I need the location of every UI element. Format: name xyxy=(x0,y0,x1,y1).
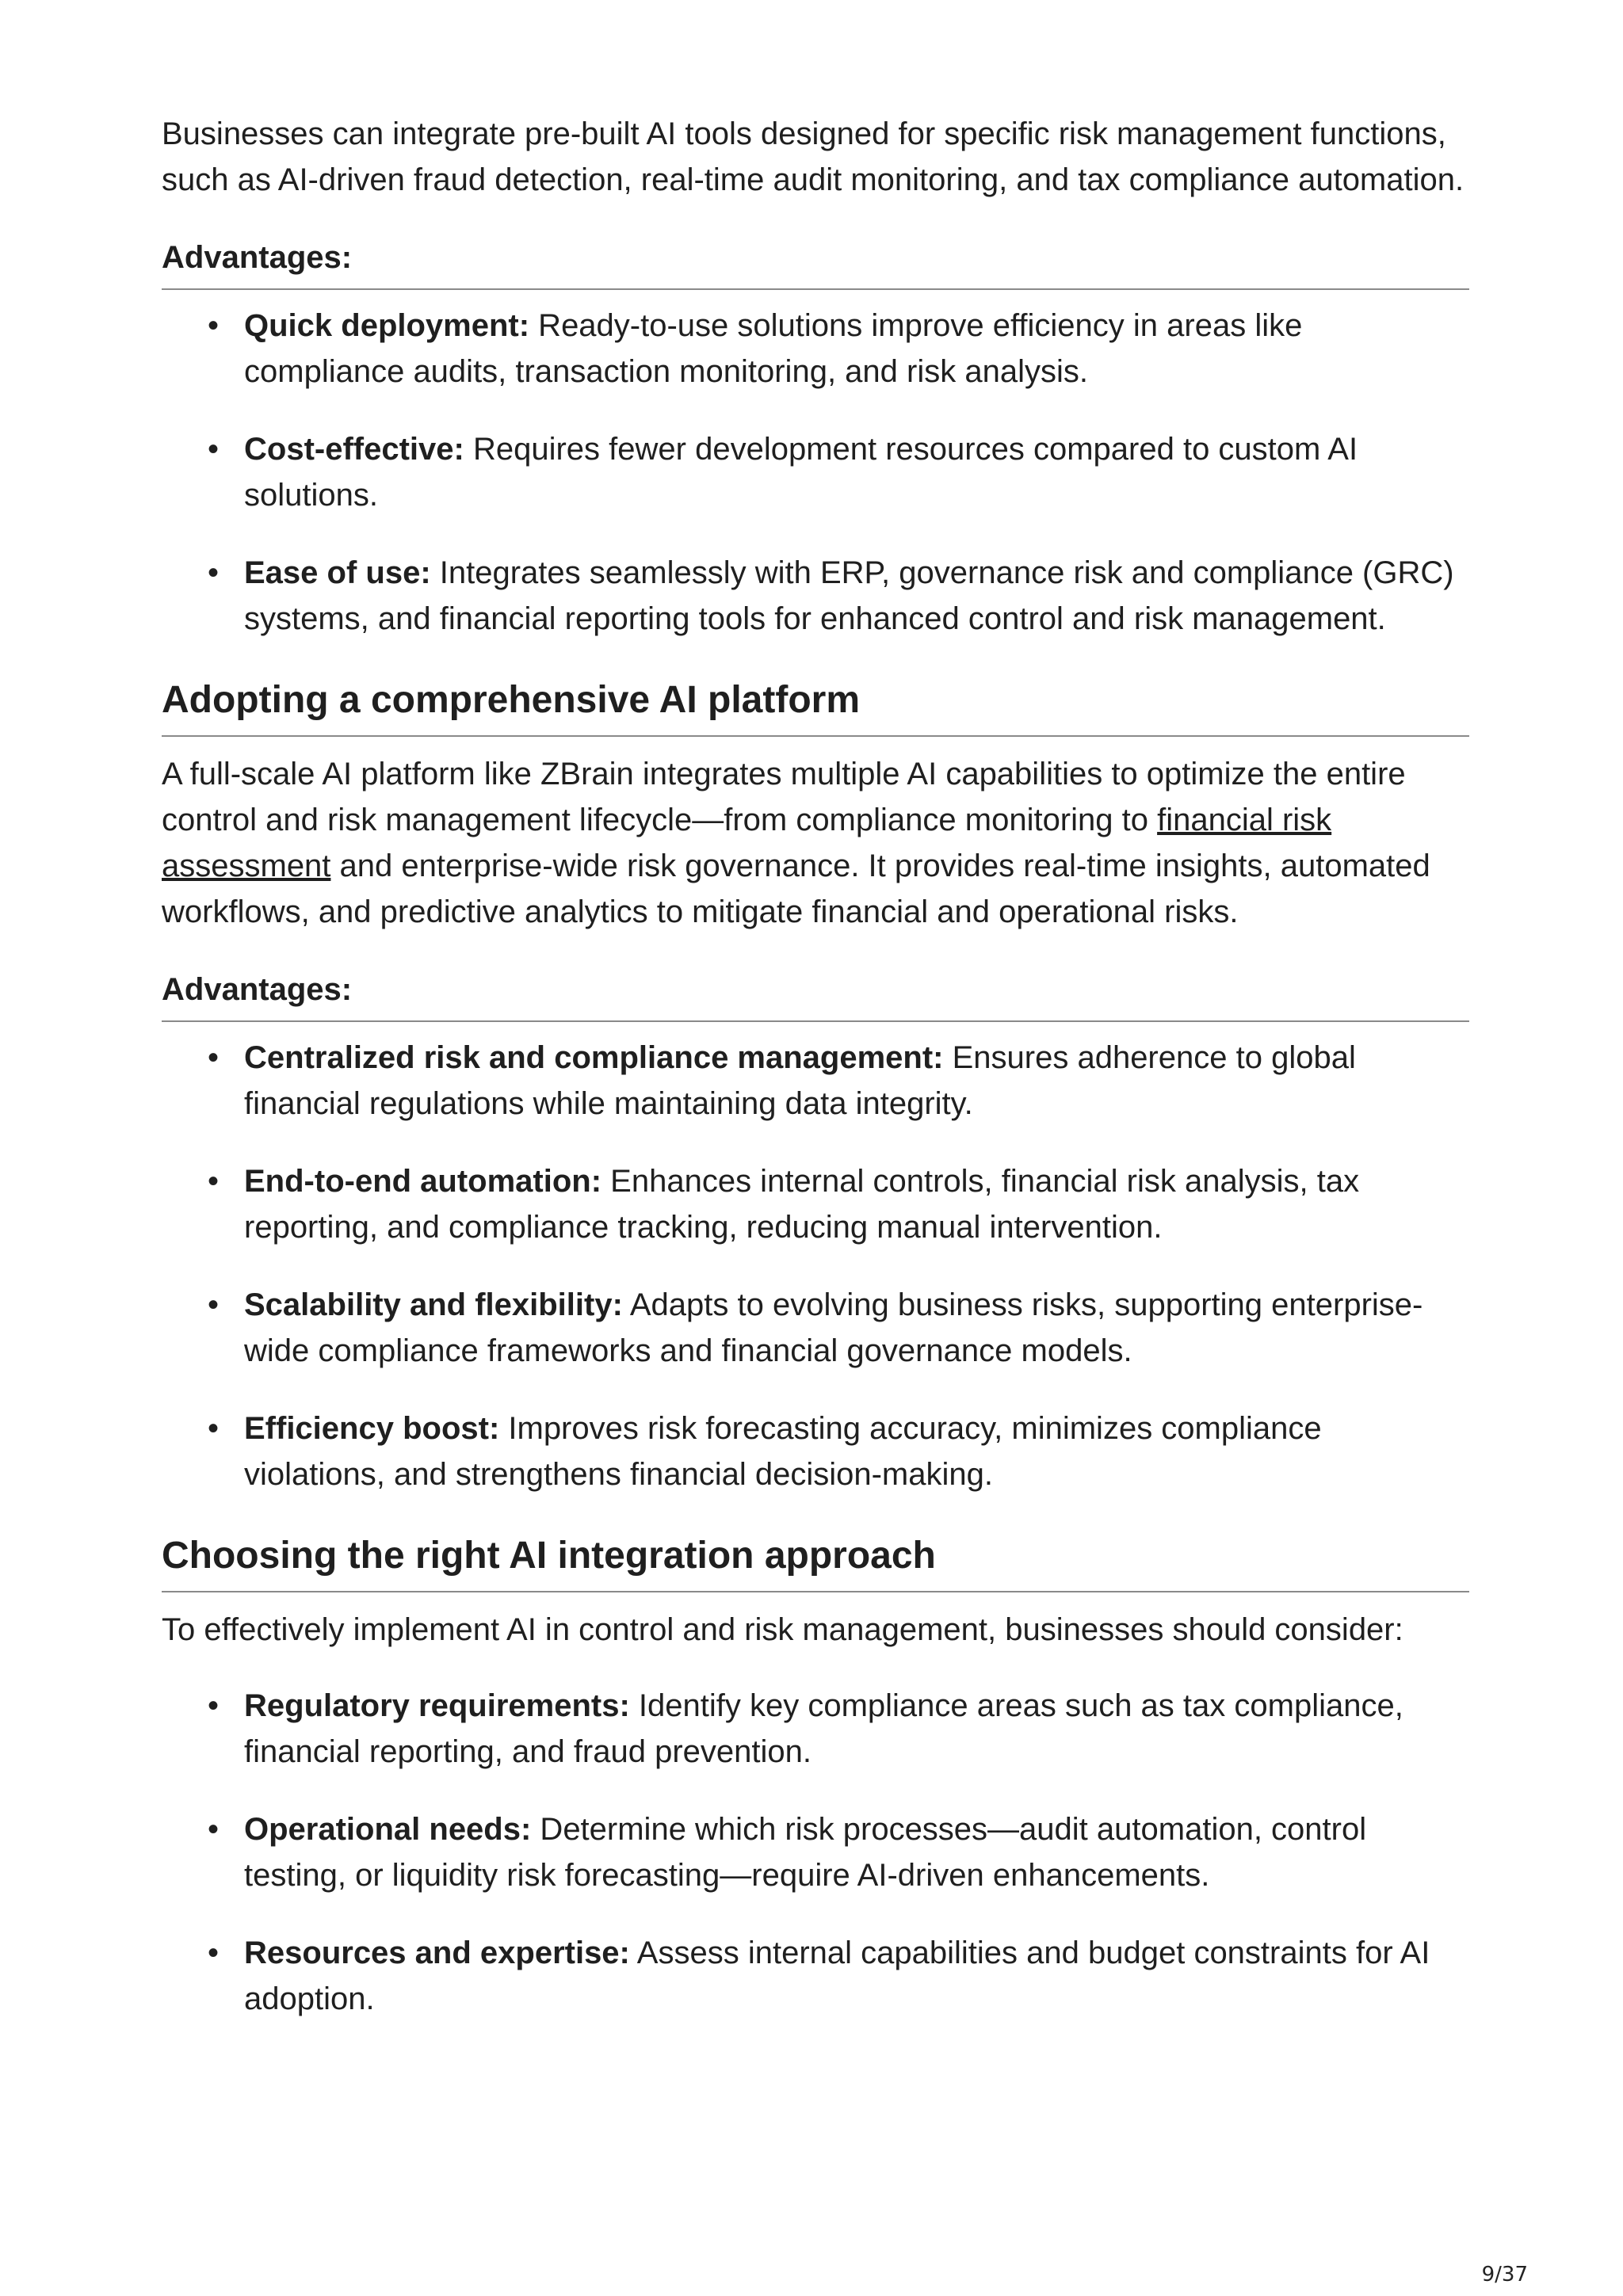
list-item xyxy=(162,1930,1469,2022)
item-text: Identify key compliance areas such as tax compliance, financial reporting, and fraud prevention. xyxy=(244,1688,1403,1769)
bullet-icon: • xyxy=(208,432,220,467)
bullet-icon: • xyxy=(208,1287,220,1322)
item-text: Assess internal capabilities and budget constraints for AI adoption. xyxy=(244,1936,1430,2016)
item-lead: Scalability and flexibility: xyxy=(244,1287,623,1322)
list-item xyxy=(162,426,1469,518)
list-item xyxy=(162,1282,1469,1374)
bullet-icon: • xyxy=(208,555,220,590)
item-text: Integrates seamlessly with ERP, governance risk and compliance (GRC) systems, and financial reporting tools for enhanced control and risk management. xyxy=(244,555,1454,636)
item-text: Ready-to-use solutions improve efficiency in areas like compliance audits, transaction monitoring, and risk analysis. xyxy=(244,308,1303,389)
item-lead: Resources and expertise: xyxy=(244,1936,630,1970)
list-item xyxy=(162,1158,1469,1250)
paragraph-text: and enterprise-wide risk governance. It provides real-time insights, automated workflows, and predictive analytics to mitigate financial and operational risks. xyxy=(162,849,1430,929)
list-item xyxy=(162,1405,1469,1497)
item-text: Improves risk forecasting accuracy, minimizes compliance violations, and strengthens financial decision-making. xyxy=(244,1411,1322,1492)
bullet-icon: • xyxy=(208,1164,220,1199)
intro-paragraph: Businesses can integrate pre-built AI tools designed for specific risk management functions, such as AI-driven fraud detection, real-time audit monitoring, and tax compliance automation. xyxy=(162,116,1465,197)
platform-advantages-list xyxy=(162,1035,1469,1497)
list-item xyxy=(162,1683,1469,1775)
item-text: Ensures adherence to global financial regulations while maintaining data integrity. xyxy=(244,1040,1356,1121)
page-number: 9/37 xyxy=(1481,2263,1528,2286)
item-lead: End-to-end automation: xyxy=(244,1164,602,1199)
choosing-intro-paragraph: To effectively implement AI in control and risk management, businesses should consider: xyxy=(162,1612,1403,1647)
item-lead: Ease of use: xyxy=(244,555,431,590)
list-item xyxy=(162,303,1469,395)
prebuilt-advantages-heading: Advantages: xyxy=(162,238,1469,290)
bullet-icon: • xyxy=(208,1812,220,1847)
bullet-icon: • xyxy=(208,308,220,343)
bullet-icon: • xyxy=(208,1936,220,1970)
list-item xyxy=(162,1806,1469,1898)
prebuilt-advantages-list xyxy=(162,303,1469,642)
financial-risk-assessment-link[interactable]: financial risk assessment xyxy=(162,803,1332,883)
document-page xyxy=(162,111,1469,2022)
bullet-icon: • xyxy=(208,1688,220,1723)
bullet-icon: • xyxy=(208,1411,220,1446)
item-lead: Cost-effective: xyxy=(244,432,464,467)
platform-section-heading: Adopting a comprehensive AI platform xyxy=(162,677,1469,737)
choosing-section-heading: Choosing the right AI integration approach xyxy=(162,1532,1469,1592)
platform-advantages-heading: Advantages: xyxy=(162,970,1469,1022)
item-lead: Efficiency boost: xyxy=(244,1411,500,1446)
item-lead: Operational needs: xyxy=(244,1812,532,1847)
list-item xyxy=(162,1035,1469,1127)
item-text: Adapts to evolving business risks, supporting enterprise-wide compliance frameworks and financial governance models. xyxy=(244,1287,1423,1368)
choosing-considerations-list xyxy=(162,1683,1469,2022)
item-text: Enhances internal controls, financial risk analysis, tax reporting, and compliance tracking, reducing manual intervention. xyxy=(244,1164,1360,1245)
item-text: Determine which risk processes—audit automation, control testing, or liquidity risk forecasting—require AI-driven enhancements. xyxy=(244,1812,1367,1893)
item-lead: Quick deployment: xyxy=(244,308,530,343)
item-lead: Centralized risk and compliance management: xyxy=(244,1040,944,1075)
paragraph-text: A full-scale AI platform like ZBrain integrates multiple AI capabilities to optimize the entire control and risk management lifecycle—from compliance monitoring to xyxy=(162,757,1406,837)
item-lead: Regulatory requirements: xyxy=(244,1688,630,1723)
list-item xyxy=(162,550,1469,642)
item-text: Requires fewer development resources compared to custom AI solutions. xyxy=(244,432,1358,513)
platform-paragraph xyxy=(162,751,1469,935)
bullet-icon: • xyxy=(208,1040,220,1075)
